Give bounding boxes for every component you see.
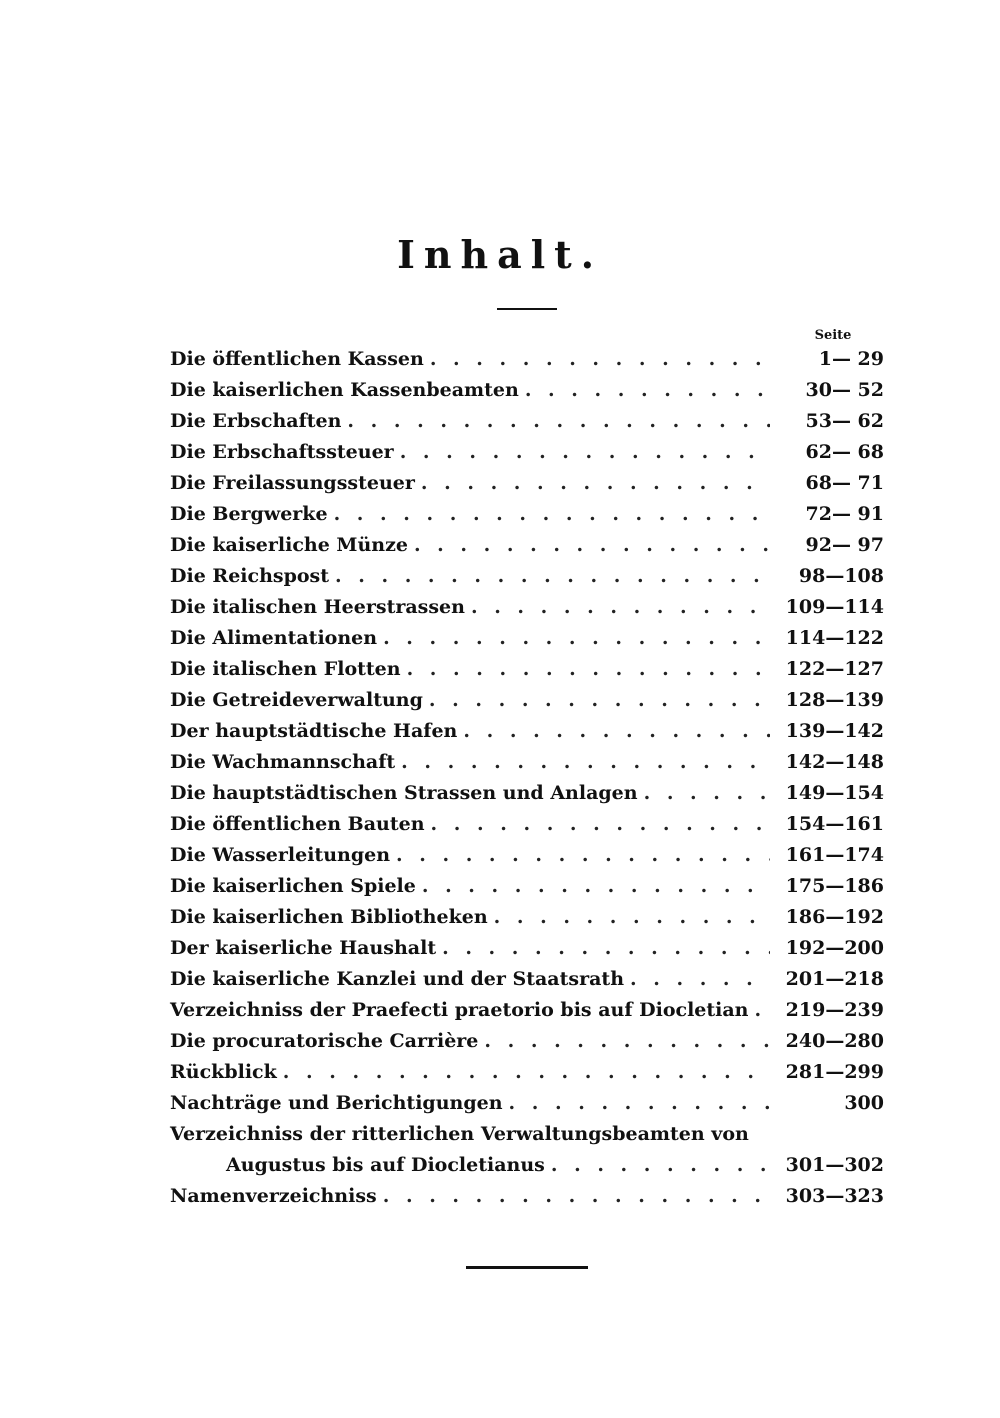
dot-leader bbox=[422, 871, 770, 902]
toc-entry-title: Die kaiserlichen Bibliotheken bbox=[170, 906, 488, 928]
toc-entry-pages: 139—142 bbox=[785, 720, 884, 742]
toc-entry-title: Die Reichspost bbox=[170, 565, 330, 587]
toc-entry-pages: 142—148 bbox=[785, 751, 884, 773]
toc-entry bbox=[170, 871, 884, 902]
toc-entry bbox=[170, 561, 884, 592]
toc-entry-pages: 186—192 bbox=[785, 906, 884, 928]
toc-entry bbox=[170, 654, 884, 685]
dot-leader bbox=[630, 964, 770, 995]
dot-leader bbox=[494, 902, 770, 933]
toc-entry-title: Die italischen Heerstrassen bbox=[170, 596, 465, 618]
dot-leader bbox=[407, 654, 770, 685]
toc-entry-title: Die Alimentationen bbox=[170, 627, 378, 649]
toc-entry bbox=[170, 1057, 884, 1088]
toc-entry bbox=[170, 840, 884, 871]
dot-leader bbox=[429, 685, 770, 716]
toc-entry bbox=[170, 406, 884, 437]
toc-entry-pages: 114—122 bbox=[785, 627, 884, 649]
toc-entry bbox=[170, 375, 884, 406]
toc-entry bbox=[170, 1181, 884, 1212]
dot-leader bbox=[484, 1026, 770, 1057]
toc-entry bbox=[170, 530, 884, 561]
toc-entry-pages: 201—218 bbox=[785, 968, 884, 990]
dot-leader bbox=[442, 933, 770, 964]
toc-entry-title-continuation: Augustus bis auf Diocletianus bbox=[226, 1154, 545, 1176]
toc-entry bbox=[170, 468, 884, 499]
toc-entry bbox=[170, 1026, 884, 1057]
toc-entry-continuation bbox=[170, 1150, 884, 1181]
toc-entry-pages: 300 bbox=[844, 1092, 884, 1114]
toc-entry-pages: 240—280 bbox=[785, 1030, 884, 1052]
toc-entry-title: Die kaiserlichen Kassenbeamten bbox=[170, 379, 519, 401]
toc-entry bbox=[170, 933, 884, 964]
toc-entry bbox=[170, 592, 884, 623]
closing-divider bbox=[466, 1266, 588, 1269]
toc-entry-pages: 301—302 bbox=[785, 1154, 884, 1176]
toc-entry bbox=[170, 964, 884, 995]
toc-entry-pages: 62— 68 bbox=[805, 441, 884, 463]
toc-entry-title: Die Wachmannschaft bbox=[170, 751, 396, 773]
dot-leader bbox=[551, 1150, 770, 1181]
dot-leader bbox=[283, 1057, 770, 1088]
toc-entry-title: Verzeichniss der Praefecti praetorio bis auf Diocletian bbox=[170, 999, 749, 1021]
dot-leader bbox=[383, 623, 770, 654]
dot-leader bbox=[400, 437, 770, 468]
toc-entry-pages: 92— 97 bbox=[805, 534, 884, 556]
page-title: Inhalt. bbox=[397, 232, 603, 277]
toc-entry bbox=[170, 437, 884, 468]
dot-leader bbox=[334, 499, 770, 530]
toc-entry-pages: 175—186 bbox=[785, 875, 884, 897]
dot-leader bbox=[430, 344, 770, 375]
toc-entry-title: Die öffentlichen Bauten bbox=[170, 813, 425, 835]
toc-entry-pages: 128—139 bbox=[785, 689, 884, 711]
toc-entry-title: Der hauptstädtische Hafen bbox=[170, 720, 458, 742]
toc-entry-pages: 98—108 bbox=[798, 565, 884, 587]
dot-leader bbox=[396, 840, 770, 871]
toc-entry-title: Die hauptstädtischen Strassen und Anlagen bbox=[170, 782, 638, 804]
toc-entry-title: Die procuratorische Carrière bbox=[170, 1030, 479, 1052]
toc-entry-title: Die italischen Flotten bbox=[170, 658, 401, 680]
dot-leader bbox=[421, 468, 770, 499]
dot-leader bbox=[644, 778, 770, 809]
toc-entry-pages: 154—161 bbox=[785, 813, 884, 835]
table-of-contents bbox=[170, 344, 884, 1212]
toc-entry bbox=[170, 778, 884, 809]
toc-entry-title: Verzeichniss der ritterlichen Verwaltungsbeamten von bbox=[170, 1123, 749, 1145]
toc-entry-title: Die Freilassungssteuer bbox=[170, 472, 415, 494]
toc-entry bbox=[170, 747, 884, 778]
toc-entry-title: Die Erbschaftssteuer bbox=[170, 441, 394, 463]
toc-entry-title: Die kaiserliche Münze bbox=[170, 534, 408, 556]
toc-entry-title: Die öffentlichen Kassen bbox=[170, 348, 424, 370]
toc-entry bbox=[170, 809, 884, 840]
dot-leader bbox=[335, 561, 770, 592]
toc-entry bbox=[170, 1088, 884, 1119]
toc-entry-title: Die Bergwerke bbox=[170, 503, 328, 525]
toc-entry-pages: 303—323 bbox=[785, 1185, 884, 1207]
toc-entry-title: Die Wasserleitungen bbox=[170, 844, 391, 866]
dot-leader bbox=[414, 530, 770, 561]
dot-leader bbox=[401, 747, 770, 778]
dot-leader bbox=[347, 406, 770, 437]
dot-leader bbox=[509, 1088, 770, 1119]
toc-entry-pages: 72— 91 bbox=[805, 503, 884, 525]
toc-entry bbox=[170, 716, 884, 747]
toc-entry-title: Die kaiserlichen Spiele bbox=[170, 875, 416, 897]
toc-entry-pages: 122—127 bbox=[785, 658, 884, 680]
toc-entry-title: Nachträge und Berichtigungen bbox=[170, 1092, 503, 1114]
toc-entry-title: Die Erbschaften bbox=[170, 410, 342, 432]
toc-entry-title: Die Getreideverwaltung bbox=[170, 689, 423, 711]
toc-entry-title: Die kaiserliche Kanzlei und der Staatsrath bbox=[170, 968, 625, 990]
toc-entry bbox=[170, 623, 884, 654]
toc-entry-pages: 30— 52 bbox=[805, 379, 884, 401]
toc-entry bbox=[170, 685, 884, 716]
toc-entry-pages: 53— 62 bbox=[805, 410, 884, 432]
dot-leader bbox=[525, 375, 770, 406]
toc-entry-pages: 192—200 bbox=[785, 937, 884, 959]
toc-entry-pages: 161—174 bbox=[785, 844, 884, 866]
dot-leader bbox=[431, 809, 770, 840]
toc-entry-pages: 68— 71 bbox=[805, 472, 884, 494]
dot-leader bbox=[471, 592, 770, 623]
toc-entry bbox=[170, 995, 884, 1026]
toc-entry-pages: 149—154 bbox=[785, 782, 884, 804]
toc-entry bbox=[170, 1119, 884, 1150]
title-divider bbox=[497, 308, 557, 310]
toc-entry-pages: 281—299 bbox=[785, 1061, 884, 1083]
dot-leader bbox=[383, 1181, 770, 1212]
toc-entry-title: Namenverzeichniss bbox=[170, 1185, 377, 1207]
toc-entry bbox=[170, 499, 884, 530]
toc-entry-pages: 1— 29 bbox=[818, 348, 884, 370]
dot-leader bbox=[755, 995, 771, 1026]
toc-entry-title: Rückblick bbox=[170, 1061, 277, 1083]
toc-entry bbox=[170, 902, 884, 933]
toc-entry-title: Der kaiserliche Haushalt bbox=[170, 937, 437, 959]
dot-leader bbox=[463, 716, 770, 747]
toc-entry-pages: 109—114 bbox=[785, 596, 884, 618]
toc-entry bbox=[170, 344, 884, 375]
toc-entry-pages: 219—239 bbox=[785, 999, 884, 1021]
page-column-label: Seite bbox=[814, 328, 852, 343]
